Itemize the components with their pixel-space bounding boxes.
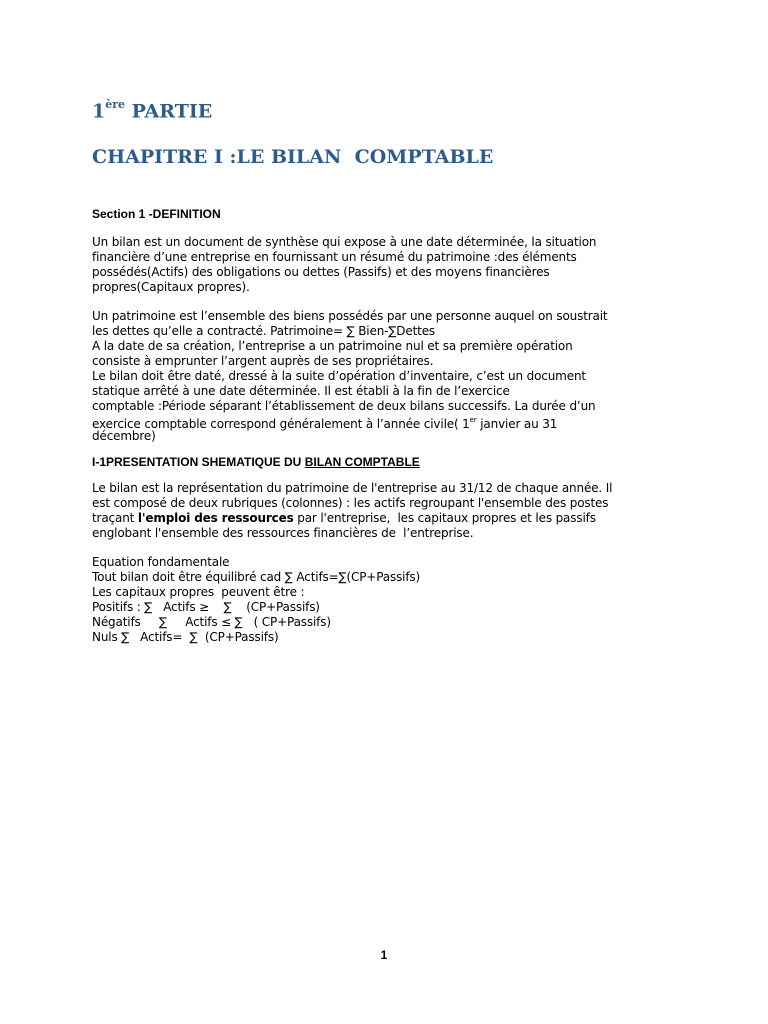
text-line: Un patrimoine est l’ensemble des biens possédés par une personne auquel on soustrait: [92, 309, 608, 323]
text-superscript: er: [469, 416, 477, 424]
text-fragment: traçant: [92, 511, 138, 525]
text-line: Le bilan est la représentation du patrimoine de l'entreprise au 31/12 de chaque année. Il: [92, 481, 613, 495]
text-line: consiste à emprunter l’argent auprès de ses propriétaires.: [92, 354, 434, 368]
equation-line: Equation fondamentale: [92, 555, 230, 569]
equation-line: Positifs : ∑ Actifs ≥ ∑ (CP+Passifs): [92, 600, 320, 614]
section-title: Section 1 -DEFINITION: [92, 207, 221, 221]
equations-block: [92, 555, 692, 645]
heading-prefix: I-1PRESENTATION SHEMATIQUE DU: [92, 455, 305, 469]
section-heading: [92, 455, 420, 469]
text-line: possédés(Actifs) des obligations ou dettes (Passifs) et des moyens financières: [92, 265, 550, 279]
text-line: comptable :Période séparant l’établissement de deux bilans successifs. La durée d’un: [92, 399, 596, 413]
text-line: propres(Capitaux propres).: [92, 280, 250, 294]
equation-line: Les capitaux propres peuvent être :: [92, 585, 305, 599]
text-line: décembre): [92, 429, 156, 443]
part-title: [92, 100, 212, 122]
part-number-superscript: ère: [105, 98, 126, 111]
bold-text: l'emploi des ressources: [137, 511, 294, 525]
part-label: PARTIE: [125, 100, 213, 123]
text-line: A la date de sa création, l’entreprise a un patrimoine nul et sa première opération: [92, 339, 573, 353]
presentation-paragraph: [92, 481, 692, 541]
text-line: Le bilan doit être daté, dressé à la suite d’opération d’inventaire, c’est un document: [92, 369, 586, 383]
text-fragment: exercice comptable correspond généralement à l’année civile( 1: [92, 417, 470, 431]
text-fragment: janvier au 31: [476, 417, 558, 431]
text-line: statique arrêté à une date déterminée. Il est établi à la fin de l’exercice: [92, 384, 510, 398]
text-fragment: par l'entreprise, les capitaux propres et les passifs: [293, 511, 596, 525]
text-line: [92, 414, 692, 429]
patrimoine-paragraph: [92, 309, 692, 444]
definition-paragraph: [92, 235, 692, 295]
text-line: est composé de deux rubriques (colonnes) : les actifs regroupant l'ensemble des postes: [92, 496, 609, 510]
text-line: englobant l'ensemble des ressources financières de l’entreprise.: [92, 526, 474, 540]
chapter-title: CHAPITRE I :LE BILAN COMPTABLE: [92, 146, 494, 168]
text-line: financière d’une entreprise en fournissant un résumé du patrimoine :des éléments: [92, 250, 577, 264]
heading-underlined: BILAN COMPTABLE: [304, 455, 420, 469]
text-line: [92, 511, 692, 526]
page-number: 1: [380, 948, 388, 962]
equation-line: Nuls ∑ Actifs= ∑ (CP+Passifs): [92, 630, 279, 644]
equation-line: Négatifs ∑ Actifs ≤ ∑ ( CP+Passifs): [92, 615, 331, 629]
part-number: 1: [92, 100, 106, 123]
text-line: les dettes qu’elle a contracté. Patrimoine= ∑ Bien-∑Dettes: [92, 324, 436, 338]
equation-line: Tout bilan doit être équilibré cad ∑ Actifs=∑(CP+Passifs): [92, 570, 421, 584]
text-line: Un bilan est un document de synthèse qui expose à une date déterminée, la situation: [92, 235, 597, 249]
